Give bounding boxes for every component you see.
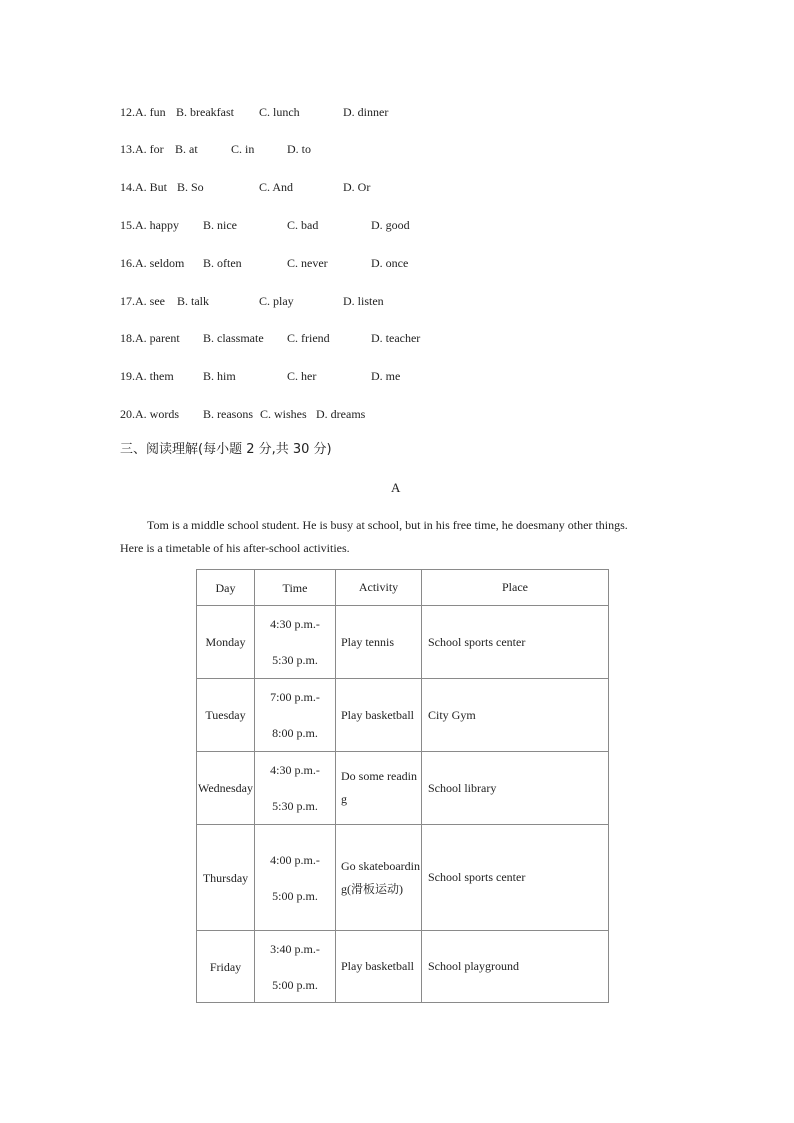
cell-place: School playground bbox=[422, 931, 609, 1003]
option-a: 14.A. But bbox=[120, 180, 168, 194]
cell-time bbox=[255, 825, 336, 931]
option-b: B. at bbox=[175, 142, 198, 156]
option-d: D. me bbox=[371, 369, 401, 383]
option-c: C. play bbox=[259, 294, 294, 308]
option-c: C. never bbox=[287, 256, 328, 270]
cell-time bbox=[255, 606, 336, 679]
header-day: Day bbox=[197, 570, 255, 606]
option-c: C. her bbox=[287, 369, 317, 383]
table-row bbox=[197, 931, 609, 1003]
option-a: 13.A. for bbox=[120, 142, 164, 156]
time-end: 8:00 p.m. bbox=[272, 726, 318, 740]
cell-day: Thursday bbox=[197, 825, 255, 931]
cell-place: School sports center bbox=[422, 825, 609, 931]
cell-day: Friday bbox=[197, 931, 255, 1003]
option-a: 12.A. fun bbox=[120, 105, 166, 119]
option-d: D. teacher bbox=[371, 331, 421, 345]
option-b: B. often bbox=[203, 256, 242, 270]
time-start: 7:00 p.m.- bbox=[270, 690, 320, 704]
time-end: 5:30 p.m. bbox=[272, 653, 318, 667]
option-c: C. And bbox=[259, 180, 294, 194]
option-d: D. once bbox=[371, 256, 409, 270]
cell-time bbox=[255, 679, 336, 752]
cell-day: Wednesday bbox=[197, 752, 255, 825]
cell-activity: Play basketball bbox=[336, 931, 422, 1003]
time-end: 5:00 p.m. bbox=[272, 977, 318, 992]
option-b: B. reasons bbox=[203, 407, 253, 421]
option-a: 17.A. see bbox=[120, 294, 165, 308]
cell-place: School sports center bbox=[422, 606, 609, 679]
option-d: D. listen bbox=[343, 294, 384, 308]
table-header-row bbox=[197, 570, 609, 606]
option-a: 15.A. happy bbox=[120, 218, 179, 232]
option-b: B. him bbox=[203, 369, 236, 383]
option-d: D. dreams bbox=[316, 407, 366, 421]
cell-place: City Gym bbox=[422, 679, 609, 752]
header-time: Time bbox=[255, 570, 336, 606]
time-start: 4:30 p.m.- bbox=[270, 617, 320, 631]
time-start: 3:40 p.m.- bbox=[270, 941, 320, 956]
option-c: C. lunch bbox=[259, 105, 300, 119]
header-place: Place bbox=[422, 570, 609, 606]
option-d: D. dinner bbox=[343, 105, 389, 119]
passage-title: A bbox=[391, 480, 401, 495]
section-heading: 三、阅读理解(每小题 2 分,共 30 分) bbox=[120, 442, 332, 457]
cell-activity: Go skateboarding(滑板运动) bbox=[336, 825, 422, 931]
time-start: 4:00 p.m.- bbox=[270, 852, 320, 867]
table-row bbox=[197, 606, 609, 679]
cell-activity: Do some reading bbox=[336, 752, 422, 825]
option-b: B. classmate bbox=[203, 331, 264, 345]
option-a: 16.A. seldom bbox=[120, 256, 185, 270]
option-c: C. in bbox=[231, 142, 255, 156]
timetable bbox=[196, 569, 609, 1003]
table-row bbox=[197, 679, 609, 752]
passage-intro: Tom is a middle school student. He is busy at school, but in his free time, he doesmany other things. Here is a timetable of his after-school activities. bbox=[120, 518, 628, 555]
option-d: D. good bbox=[371, 218, 410, 232]
option-d: D. Or bbox=[343, 180, 371, 194]
cell-place: School library bbox=[422, 752, 609, 825]
option-b: B. nice bbox=[203, 218, 237, 232]
option-a: 19.A. them bbox=[120, 369, 174, 383]
option-b: B. breakfast bbox=[176, 105, 234, 119]
time-start: 4:30 p.m.- bbox=[270, 763, 320, 777]
cell-activity: Play basketball bbox=[336, 679, 422, 752]
cell-activity: Play tennis bbox=[336, 606, 422, 679]
option-b: B. talk bbox=[177, 294, 209, 308]
cell-day: Monday bbox=[197, 606, 255, 679]
table-row bbox=[197, 825, 609, 931]
option-a: 18.A. parent bbox=[120, 331, 180, 345]
option-c: C. friend bbox=[287, 331, 330, 345]
option-d: D. to bbox=[287, 142, 311, 156]
header-activity: Activity bbox=[336, 570, 422, 606]
table-row bbox=[197, 752, 609, 825]
cell-time bbox=[255, 931, 336, 1003]
cell-day: Tuesday bbox=[197, 679, 255, 752]
cell-time bbox=[255, 752, 336, 825]
option-b: B. So bbox=[177, 180, 204, 194]
time-end: 5:30 p.m. bbox=[272, 799, 318, 813]
option-c: C. bad bbox=[287, 218, 319, 232]
option-c: C. wishes bbox=[260, 407, 307, 421]
time-end: 5:00 p.m. bbox=[272, 888, 318, 903]
option-a: 20.A. words bbox=[120, 407, 179, 421]
